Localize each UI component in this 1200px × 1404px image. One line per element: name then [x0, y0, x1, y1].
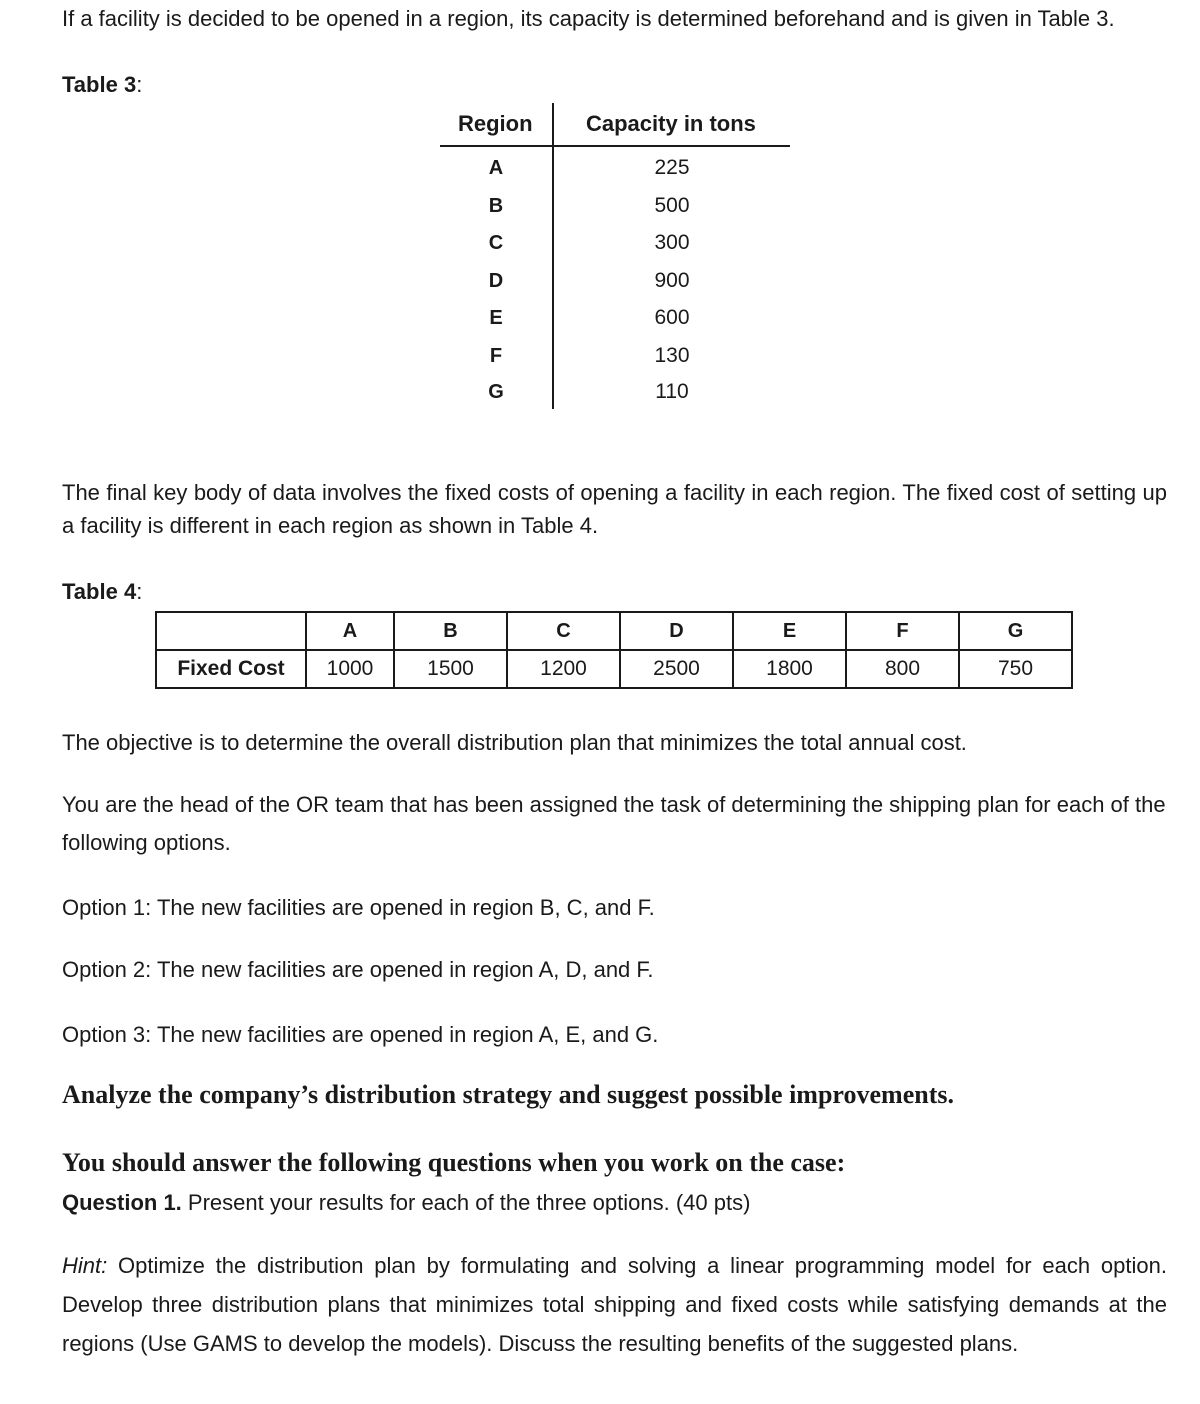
fixed-cost-paragraph: The final key body of data involves the fixed costs of opening a facility in each region. The fixed cost of setting up a facility is different in each region as shown in Table 4. [62, 480, 1167, 538]
table3-capacity-cell: 900 [654, 269, 690, 292]
table3-capacity-cell: 110 [655, 380, 689, 403]
table3-caption-label: Table 3 [62, 72, 137, 97]
hint-paragraph [62, 1246, 1167, 1363]
table3-region-cell: C [488, 232, 504, 254]
table3-region-cell: F [489, 345, 503, 367]
answer-intro: You should answer the following questions when you work on the case: [62, 1148, 846, 1177]
table4-value-cell: 1200 [507, 650, 620, 688]
table4-caption-colon: : [136, 579, 143, 604]
table3-divider-horizontal [440, 145, 790, 147]
table3-region-cell: B [488, 195, 504, 217]
table4-value-row [156, 650, 1072, 688]
question-1-label: Question 1. [62, 1190, 182, 1215]
table4-header-row [156, 612, 1072, 650]
table4-value-cell: 800 [846, 650, 959, 688]
table4-header-cell: G [959, 612, 1072, 650]
option-1: Option 1: The new facilities are opened in region B, C, and F. [62, 895, 655, 920]
question-1-text: Present your results for each of the three options. (40 pts) [181, 1190, 751, 1215]
table4-value-cell: 1800 [733, 650, 846, 688]
table3-header-region: Region [458, 111, 533, 136]
table3-capacity-cell: 300 [654, 231, 690, 254]
table4-header-cell: E [733, 612, 846, 650]
table3-capacity-cell: 500 [654, 194, 690, 217]
table3-region-cell: A [488, 157, 504, 179]
or-team-paragraph: You are the head of the OR team that has been assigned the task of determining the shipping plan for each of the following options. [62, 792, 1166, 855]
table4-value-cell: 750 [959, 650, 1072, 688]
objective-paragraph: The objective is to determine the overall distribution plan that minimizes the total annual cost. [62, 730, 967, 755]
table3-region-cell: D [488, 270, 504, 292]
table4-value-cell: 1000 [306, 650, 394, 688]
table4-value-cell: 2500 [620, 650, 733, 688]
table4-caption [62, 579, 142, 605]
table4-header-cell: F [846, 612, 959, 650]
table3-header-capacity: Capacity in tons [586, 111, 756, 136]
table4-row-label: Fixed Cost [156, 650, 306, 688]
hint-text: Optimize the distribution plan by formulating and solving a linear programming model for each option. Develop three distribution plans that minimizes total shipping and fixed costs while satisfying demands at the regions (Use GAMS to develop the models). Discuss the resulting benefits of the suggested plans. [62, 1253, 1167, 1356]
table3-region-cell: G [488, 381, 504, 403]
option-2: Option 2: The new facilities are opened in region A, D, and F. [62, 957, 654, 982]
table3-caption-colon: : [136, 72, 143, 97]
question-1 [62, 1184, 1167, 1222]
option-3: Option 3: The new facilities are opened in region A, E, and G. [62, 1022, 659, 1047]
table4-corner-cell [156, 612, 306, 650]
analyze-heading: Analyze the company’s distribution strategy and suggest possible improvements. [62, 1080, 954, 1109]
hint-label: Hint: [62, 1253, 108, 1278]
table3-region-cell: E [489, 307, 503, 329]
table3-capacity-cell: 130 [654, 344, 690, 367]
table4-header-cell: C [507, 612, 620, 650]
intro-paragraph: If a facility is decided to be opened in a region, its capacity is determined beforehand and is given in Table 3. [62, 6, 1115, 31]
table3 [440, 103, 790, 413]
table4-value-cell: 1500 [394, 650, 507, 688]
table3-capacity-cell: 600 [654, 306, 690, 329]
table3-capacity-cell: 225 [654, 156, 690, 179]
table3-caption [62, 72, 142, 98]
table4-caption-label: Table 4 [62, 579, 137, 604]
table4-header-cell: B [394, 612, 507, 650]
table4 [155, 611, 1073, 689]
table4-header-cell: D [620, 612, 733, 650]
table4-header-cell: A [306, 612, 394, 650]
